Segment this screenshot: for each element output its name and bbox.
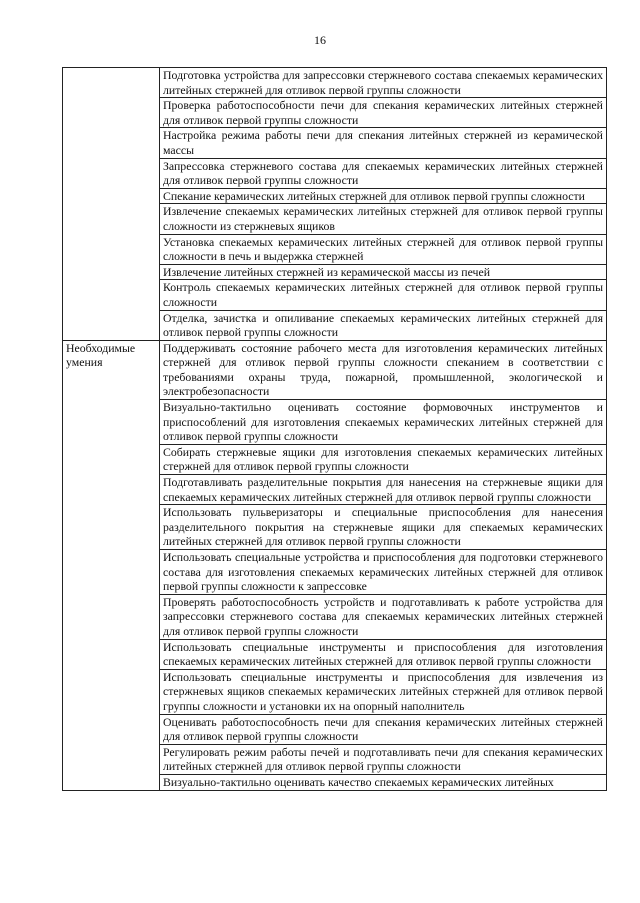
skill-cell: Использовать специальные инструменты и приспособления для извлечения из стержневых ящиков спекаемых керамических литейных стержней для отливок первой группы сложности и установки их на опорный наполнитель — [160, 669, 607, 714]
empty-label-cell — [63, 68, 160, 341]
skill-cell: Использовать специальные инструменты и приспособления для изготовления спекаемых керамических литейных стержней для отливок первой группы сложности — [160, 639, 607, 669]
action-cell: Настройка режима работы печи для спекания литейных стержней из керамической массы — [160, 128, 607, 158]
skill-cell: Визуально-тактильно оценивать состояние формовочных инструментов и приспособлений для изготовления спекаемых керамических литейных стержней для отливок первой группы сложности — [160, 400, 607, 445]
skill-cell: Проверять работоспособность устройств и подготавливать к работе устройства для запрессовки стержневого состава для спекаемых керамических литейных стержней для отливок первой группы сложности — [160, 594, 607, 639]
action-cell: Извлечение литейных стержней из керамической массы из печей — [160, 264, 607, 280]
skill-cell: Использовать специальные устройства и приспособления для подготовки стержневого состава для изготовления спекаемых керамических литейных стержней для отливок первой группы сложности к запрессовке — [160, 550, 607, 595]
action-cell: Подготовка устройства для запрессовки стержневого состава спекаемых керамических литейных стержней для отливок первой группы сложности — [160, 68, 607, 98]
skill-cell: Визуально-тактильно оценивать качество спекаемых керамических литейных — [160, 774, 607, 790]
skill-cell: Подготавливать разделительные покрытия для нанесения на стержневые ящики для спекаемых керамических литейных стержней для отливок первой группы сложности — [160, 475, 607, 505]
table-row — [63, 340, 607, 399]
page-number: 16 — [314, 33, 326, 47]
requirements-table — [62, 67, 607, 791]
action-cell: Спекание керамических литейных стержней для отливок первой группы сложности — [160, 188, 607, 204]
action-cell: Контроль спекаемых керамических литейных стержней для отливок первой группы сложности — [160, 280, 607, 310]
skills-label: Необходимые умения — [63, 340, 160, 790]
action-cell: Отделка, зачистка и опиливание спекаемых керамических литейных стержней для отливок первой группы сложности — [160, 310, 607, 340]
table-row — [63, 68, 607, 98]
action-cell: Установка спекаемых керамических литейных стержней для отливок первой группы сложности в печь и выдержка стержней — [160, 234, 607, 264]
skill-cell: Собирать стержневые ящики для изготовления спекаемых керамических литейных стержней для отливок первой группы сложности — [160, 444, 607, 474]
action-cell: Извлечение спекаемых керамических литейных стержней для отливок первой группы сложности из стержневых ящиков — [160, 204, 607, 234]
skill-cell: Регулировать режим работы печей и подготавливать печи для спекания керамических литейных стержней для отливок первой группы сложности — [160, 744, 607, 774]
skill-cell: Оценивать работоспособность печи для спекания керамических литейных стержней для отливок первой группы сложности — [160, 714, 607, 744]
action-cell: Запрессовка стержневого состава для спекаемых керамических литейных стержней для отливок первой группы сложности — [160, 158, 607, 188]
skill-cell: Поддерживать состояние рабочего места для изготовления керамических литейных стержней для отливок первой группы сложности спеканием в соответствии с требованиями охраны труда, пожарной, промышленной, экологической и электробезопасности — [160, 340, 607, 399]
action-cell: Проверка работоспособности печи для спекания керамических литейных стержней для отливок первой группы сложности — [160, 98, 607, 128]
skill-cell: Использовать пульверизаторы и специальные приспособления для нанесения разделительного покрытия на стержневые ящики для спекаемых керамических литейных стержней для отливок первой группы сложности — [160, 505, 607, 550]
